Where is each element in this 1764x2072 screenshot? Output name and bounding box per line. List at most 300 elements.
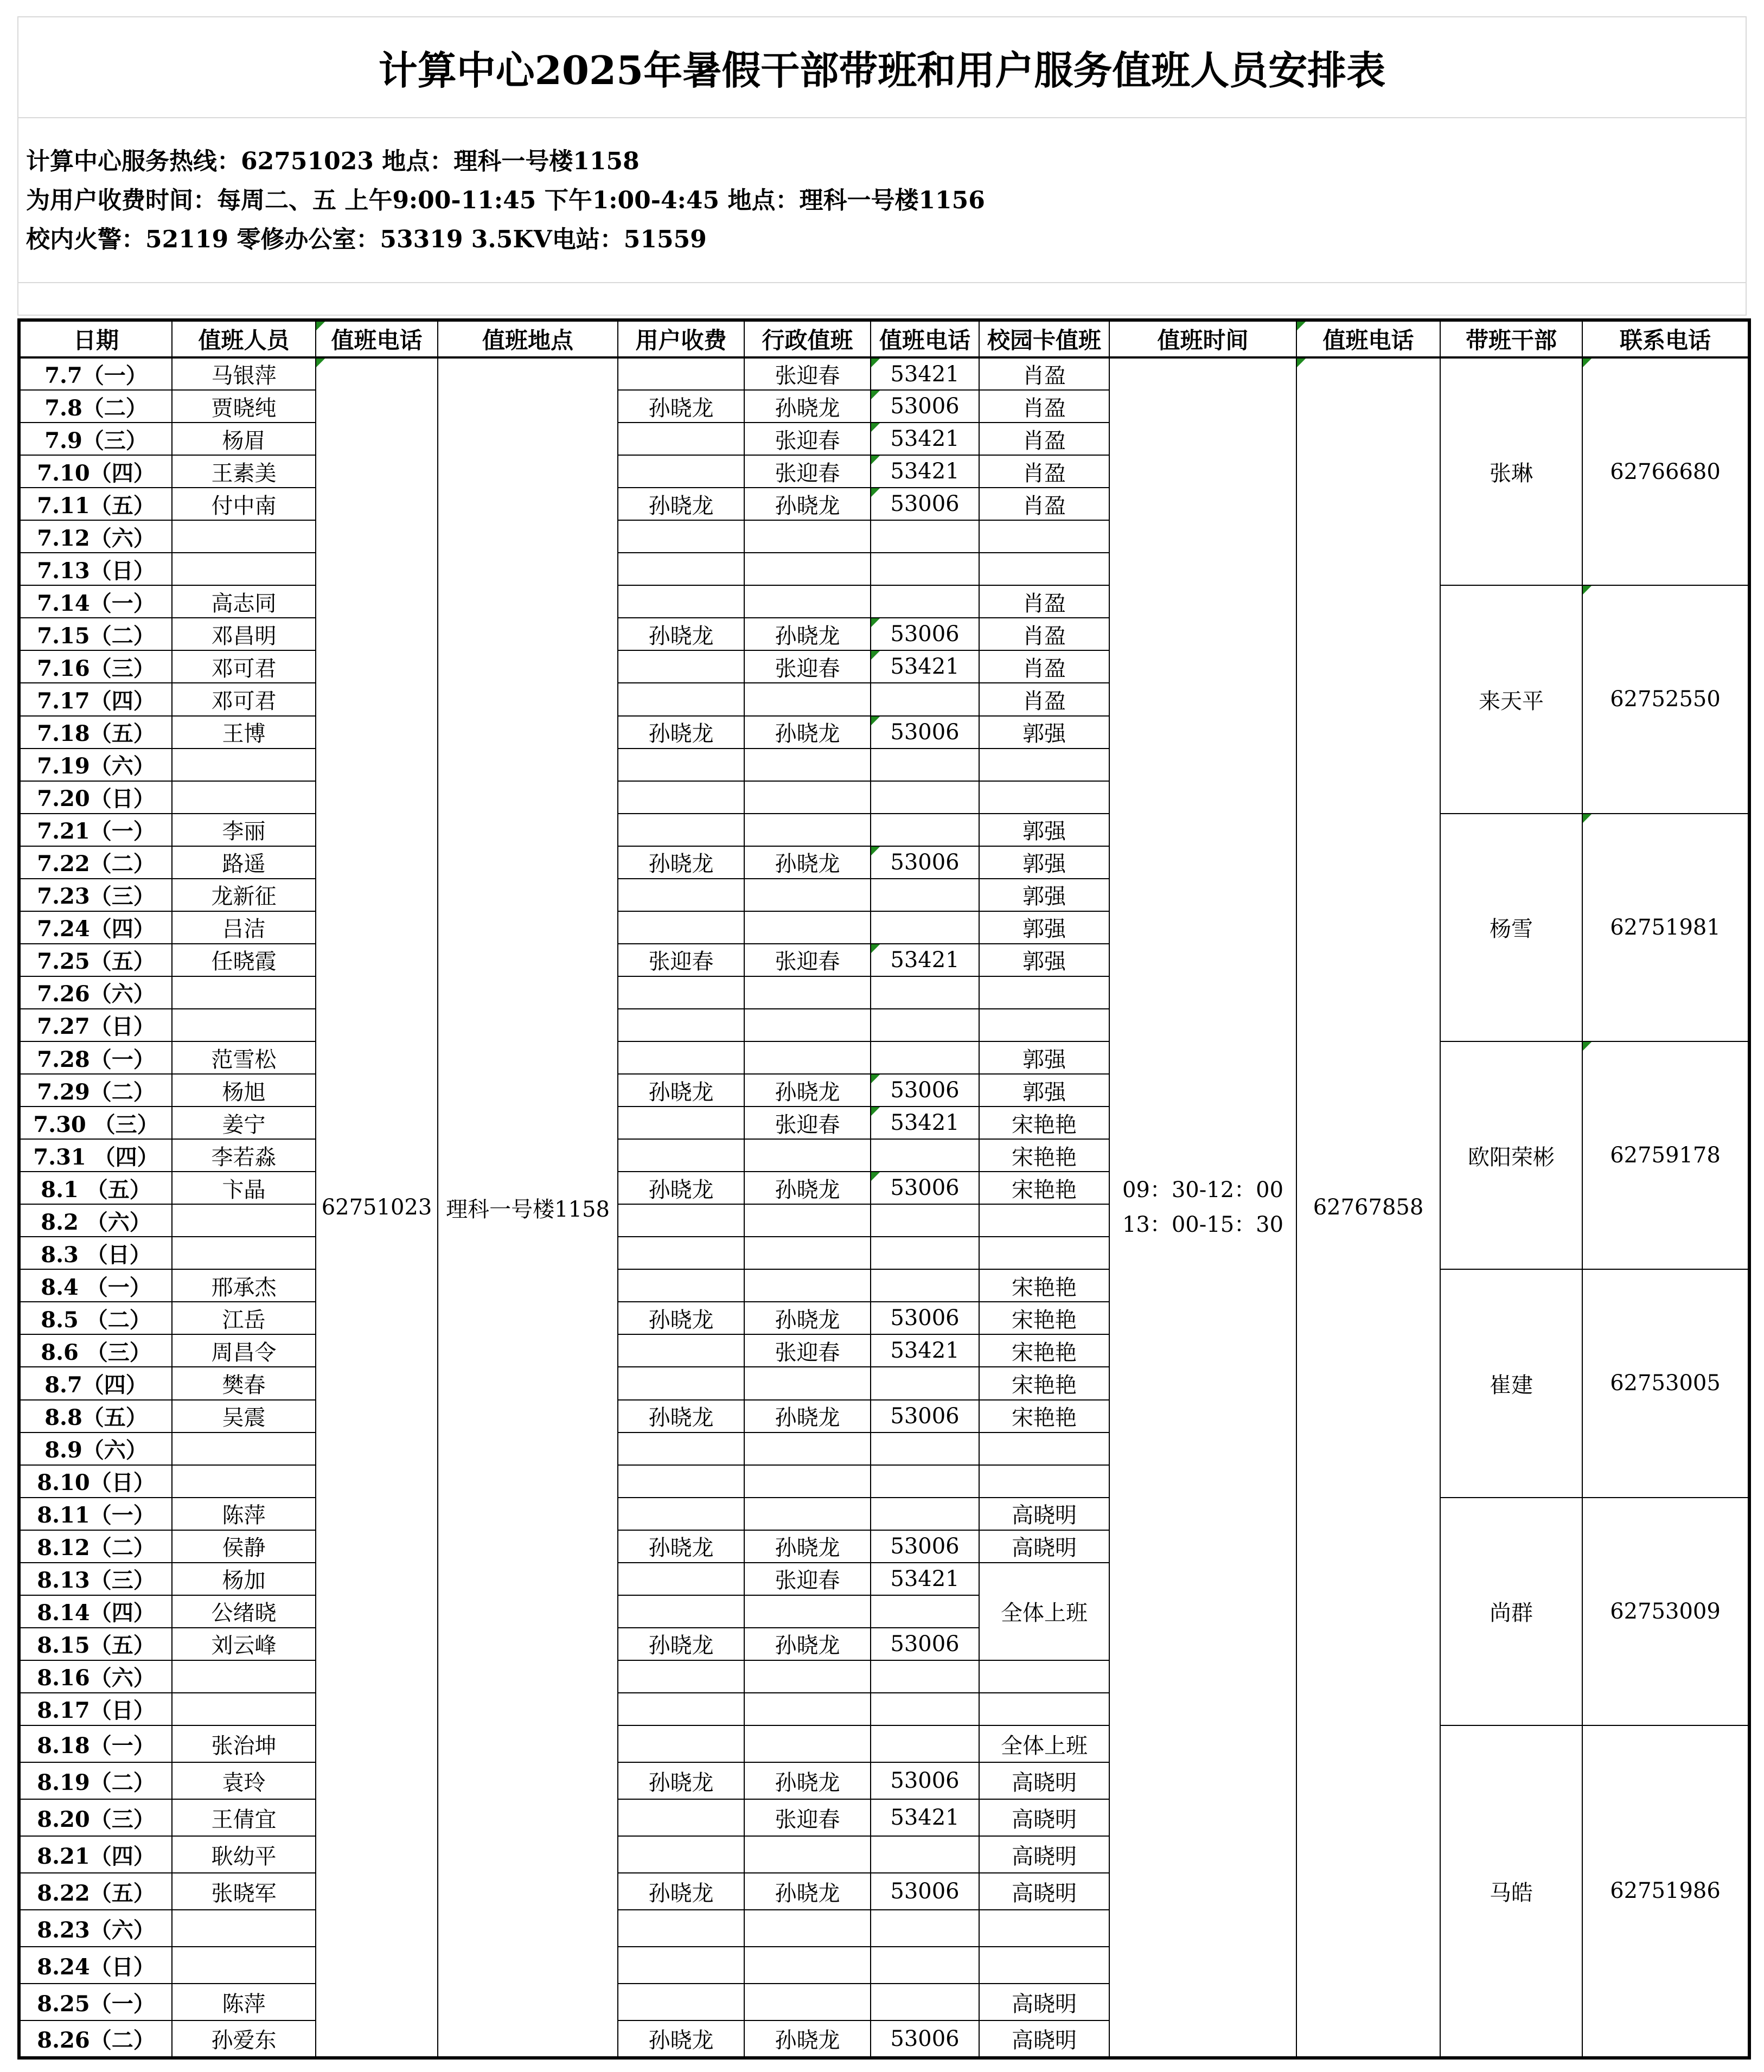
fee-cell	[618, 1269, 744, 1302]
fee-cell	[618, 357, 744, 390]
admin-phone-cell	[871, 585, 979, 618]
admin-phone-cell	[871, 1660, 979, 1693]
admin-duty-cell: 孙晓龙	[744, 1530, 871, 1563]
date-cell: 8.20（三）	[19, 1799, 172, 1836]
fee-cell	[618, 1836, 744, 1873]
card-duty-cell: 全体上班	[979, 1563, 1109, 1660]
date-cell: 8.22（五）	[19, 1873, 172, 1910]
admin-phone-cell: 53421	[871, 1334, 979, 1367]
person-cell: 王素美	[172, 455, 316, 488]
person-cell: 邓可君	[172, 650, 316, 683]
admin-duty-cell	[744, 1725, 871, 1762]
person-cell: 高志同	[172, 585, 316, 618]
card-duty-cell: 肖盈	[979, 357, 1109, 390]
admin-phone-cell	[871, 976, 979, 1009]
date-cell: 8.9（六）	[19, 1433, 172, 1465]
info-block	[17, 118, 1747, 283]
admin-phone-cell: 53421	[871, 944, 979, 976]
admin-phone-cell: 53421	[871, 1107, 979, 1139]
admin-phone-cell: 53006	[871, 2020, 979, 2058]
person-cell: 张治坤	[172, 1725, 316, 1762]
card-duty-cell: 宋艳艳	[979, 1400, 1109, 1433]
card-duty-cell: 郭强	[979, 1041, 1109, 1074]
card-duty-cell: 肖盈	[979, 488, 1109, 520]
admin-duty-cell	[744, 1910, 871, 1947]
date-cell: 7.28（一）	[19, 1041, 172, 1074]
date-cell: 7.24（四）	[19, 911, 172, 944]
person-cell: 贾晓纯	[172, 390, 316, 423]
admin-duty-cell: 张迎春	[744, 1563, 871, 1595]
admin-duty-cell	[744, 585, 871, 618]
fee-cell: 张迎春	[618, 944, 744, 976]
person-cell: 龙新征	[172, 879, 316, 911]
date-cell: 8.17（日）	[19, 1693, 172, 1725]
card-duty-cell	[979, 1693, 1109, 1725]
person-cell: 周昌令	[172, 1334, 316, 1367]
admin-duty-cell: 孙晓龙	[744, 1628, 871, 1660]
fee-cell: 孙晓龙	[618, 1873, 744, 1910]
header-cell: 带班干部	[1440, 320, 1582, 357]
admin-phone-cell: 53006	[871, 846, 979, 879]
admin-phone-cell	[871, 781, 979, 814]
admin-duty-cell	[744, 1693, 871, 1725]
fee-cell	[618, 1984, 744, 2020]
person-cell: 吴震	[172, 1400, 316, 1433]
date-cell: 8.19（二）	[19, 1762, 172, 1799]
date-cell: 8.14（四）	[19, 1595, 172, 1628]
leader-phone-cell: 62751986	[1582, 1725, 1749, 2058]
admin-phone-cell	[871, 1204, 979, 1237]
date-cell: 8.23（六）	[19, 1910, 172, 1947]
person-cell	[172, 1910, 316, 1947]
person-cell: 张晓军	[172, 1873, 316, 1910]
date-cell: 8.26（二）	[19, 2020, 172, 2058]
admin-phone-cell: 53006	[871, 1628, 979, 1660]
leader-phone-cell: 62753005	[1582, 1269, 1749, 1497]
card-duty-cell: 高晓明	[979, 1984, 1109, 2020]
admin-duty-cell	[744, 814, 871, 846]
admin-duty-cell	[744, 1139, 871, 1172]
card-duty-cell: 高晓明	[979, 1836, 1109, 1873]
person-cell: 杨加	[172, 1563, 316, 1595]
table-row	[19, 357, 1749, 390]
card-duty-cell: 肖盈	[979, 618, 1109, 650]
fee-cell	[618, 1595, 744, 1628]
date-cell: 8.24（日）	[19, 1947, 172, 1984]
admin-duty-cell: 孙晓龙	[744, 618, 871, 650]
fee-cell	[618, 1465, 744, 1498]
person-cell	[172, 520, 316, 553]
date-cell: 7.16（三）	[19, 650, 172, 683]
person-cell	[172, 1204, 316, 1237]
admin-duty-cell	[744, 1009, 871, 1041]
page-title: 计算中心2025年暑假干部带班和用户服务值班人员安排表	[17, 16, 1747, 118]
card-duty-cell: 宋艳艳	[979, 1367, 1109, 1399]
date-cell: 8.21（四）	[19, 1836, 172, 1873]
duty-time-pm: 13：00-15：30	[1122, 1212, 1284, 1237]
card-duty-cell: 宋艳艳	[979, 1302, 1109, 1334]
admin-phone-cell: 53006	[871, 1302, 979, 1334]
person-cell: 李若淼	[172, 1139, 316, 1172]
date-cell: 7.30 （三）	[19, 1107, 172, 1139]
fee-cell: 孙晓龙	[618, 1074, 744, 1107]
admin-duty-cell	[744, 1595, 871, 1628]
fee-cell	[618, 1009, 744, 1041]
person-cell: 耿幼平	[172, 1836, 316, 1873]
admin-phone-cell	[871, 911, 979, 944]
admin-duty-cell	[744, 1660, 871, 1693]
date-cell: 7.15（二）	[19, 618, 172, 650]
admin-duty-cell: 张迎春	[744, 357, 871, 390]
card-duty-cell: 肖盈	[979, 650, 1109, 683]
admin-phone-cell: 53006	[871, 1172, 979, 1204]
admin-phone-cell: 53006	[871, 1074, 979, 1107]
admin-phone-cell	[871, 1041, 979, 1074]
leader-name-cell: 欧阳荣彬	[1440, 1041, 1582, 1269]
fee-cell	[618, 553, 744, 585]
fee-cell: 孙晓龙	[618, 1302, 744, 1334]
admin-duty-cell: 孙晓龙	[744, 390, 871, 423]
card-duty-cell: 肖盈	[979, 683, 1109, 715]
header-cell: 值班电话	[871, 320, 979, 357]
admin-phone-cell: 53421	[871, 1799, 979, 1836]
leader-phone-cell: 62752550	[1582, 585, 1749, 813]
person-cell	[172, 976, 316, 1009]
person-cell: 江岳	[172, 1302, 316, 1334]
card-duty-cell: 宋艳艳	[979, 1269, 1109, 1302]
duty-time-am: 09：30-12：00	[1122, 1178, 1284, 1203]
table-row	[19, 1498, 1749, 1530]
admin-phone-cell	[871, 683, 979, 715]
date-cell: 8.2 （六）	[19, 1204, 172, 1237]
date-cell: 8.13（三）	[19, 1563, 172, 1595]
person-cell: 路遥	[172, 846, 316, 879]
admin-phone-cell: 53006	[871, 1530, 979, 1563]
date-cell: 8.8（五）	[19, 1400, 172, 1433]
table-row	[19, 814, 1749, 846]
person-cell: 杨眉	[172, 423, 316, 455]
card-duty-cell: 宋艳艳	[979, 1172, 1109, 1204]
card-duty-cell: 高晓明	[979, 2020, 1109, 2058]
card-duty-cell: 郭强	[979, 911, 1109, 944]
admin-phone-cell	[871, 1237, 979, 1269]
fee-cell: 孙晓龙	[618, 1762, 744, 1799]
header-cell: 值班电话	[1296, 320, 1440, 357]
card-duty-cell: 郭强	[979, 879, 1109, 911]
admin-duty-cell: 张迎春	[744, 1799, 871, 1836]
admin-duty-cell: 张迎春	[744, 423, 871, 455]
person-cell: 范雪松	[172, 1041, 316, 1074]
card-duty-cell	[979, 520, 1109, 553]
admin-duty-cell	[744, 1204, 871, 1237]
spacer-row	[17, 283, 1747, 316]
header-row	[19, 320, 1749, 357]
date-cell: 8.18（一）	[19, 1725, 172, 1762]
admin-phone-cell: 53421	[871, 455, 979, 488]
fee-cell	[618, 650, 744, 683]
admin-phone-cell: 53006	[871, 716, 979, 749]
admin-duty-cell: 张迎春	[744, 455, 871, 488]
leader-phone-cell: 62759178	[1582, 1041, 1749, 1269]
fee-cell	[618, 1660, 744, 1693]
admin-phone-cell: 53006	[871, 1400, 979, 1433]
date-cell: 7.25（五）	[19, 944, 172, 976]
fee-cell	[618, 1334, 744, 1367]
admin-phone-cell	[871, 1009, 979, 1041]
date-cell: 7.8（二）	[19, 390, 172, 423]
card-duty-cell: 郭强	[979, 1074, 1109, 1107]
fee-cell: 孙晓龙	[618, 1530, 744, 1563]
admin-phone-cell	[871, 1465, 979, 1498]
person-cell: 王倩宜	[172, 1799, 316, 1836]
card-duty-cell: 郭强	[979, 814, 1109, 846]
admin-phone-cell	[871, 1498, 979, 1530]
date-cell: 7.10（四）	[19, 455, 172, 488]
card-duty-cell: 高晓明	[979, 1799, 1109, 1836]
fee-cell	[618, 976, 744, 1009]
card-duty-cell: 肖盈	[979, 585, 1109, 618]
fee-cell	[618, 1910, 744, 1947]
admin-phone-cell: 53421	[871, 423, 979, 455]
card-duty-cell	[979, 1237, 1109, 1269]
fee-cell: 孙晓龙	[618, 2020, 744, 2058]
fee-cell: 孙晓龙	[618, 846, 744, 879]
fee-cell: 孙晓龙	[618, 390, 744, 423]
admin-duty-cell	[744, 1237, 871, 1269]
fee-cell	[618, 683, 744, 715]
admin-duty-cell	[744, 520, 871, 553]
date-cell: 7.18（五）	[19, 716, 172, 749]
date-cell: 7.14（一）	[19, 585, 172, 618]
person-cell	[172, 1947, 316, 1984]
fee-cell	[618, 911, 744, 944]
card-duty-cell: 全体上班	[979, 1725, 1109, 1762]
person-cell: 刘云峰	[172, 1628, 316, 1660]
fee-cell	[618, 1433, 744, 1465]
admin-duty-cell: 孙晓龙	[744, 846, 871, 879]
card-duty-cell	[979, 1465, 1109, 1498]
person-cell	[172, 781, 316, 814]
header-cell: 联系电话	[1582, 320, 1749, 357]
date-cell: 7.23（三）	[19, 879, 172, 911]
person-cell: 马银萍	[172, 357, 316, 390]
person-cell: 孙爱东	[172, 2020, 316, 2058]
admin-duty-cell	[744, 1984, 871, 2020]
fee-cell	[618, 1107, 744, 1139]
fee-cell	[618, 749, 744, 781]
person-cell: 卞晶	[172, 1172, 316, 1204]
admin-phone-cell	[871, 879, 979, 911]
admin-duty-cell	[744, 976, 871, 1009]
date-cell: 7.13（日）	[19, 553, 172, 585]
admin-duty-cell	[744, 1836, 871, 1873]
card-duty-cell: 肖盈	[979, 390, 1109, 423]
fee-cell: 孙晓龙	[618, 1628, 744, 1660]
date-cell: 7.21（一）	[19, 814, 172, 846]
card-duty-cell: 高晓明	[979, 1873, 1109, 1910]
person-cell: 付中南	[172, 488, 316, 520]
admin-duty-cell: 孙晓龙	[744, 1302, 871, 1334]
admin-duty-cell: 孙晓龙	[744, 1873, 871, 1910]
header-cell: 日期	[19, 320, 172, 357]
fee-cell	[618, 814, 744, 846]
date-cell: 8.6 （三）	[19, 1334, 172, 1367]
date-cell: 7.31 （四）	[19, 1139, 172, 1172]
date-cell: 8.4 （一）	[19, 1269, 172, 1302]
admin-duty-cell	[744, 781, 871, 814]
leader-phone-cell: 62751981	[1582, 814, 1749, 1041]
card-duty-cell: 肖盈	[979, 423, 1109, 455]
date-cell: 8.7（四）	[19, 1367, 172, 1399]
admin-phone-cell	[871, 553, 979, 585]
person-cell: 樊春	[172, 1367, 316, 1399]
fee-cell	[618, 1237, 744, 1269]
card-duty-cell	[979, 553, 1109, 585]
card-duty-cell	[979, 1204, 1109, 1237]
admin-phone-cell	[871, 1433, 979, 1465]
header-cell: 值班地点	[438, 320, 618, 357]
date-cell: 8.3 （日）	[19, 1237, 172, 1269]
admin-duty-cell: 张迎春	[744, 1107, 871, 1139]
card-duty-cell: 高晓明	[979, 1498, 1109, 1530]
admin-duty-cell	[744, 1269, 871, 1302]
duty-phone2-cell: 62767858	[1296, 357, 1440, 2058]
admin-duty-cell: 孙晓龙	[744, 488, 871, 520]
header-cell: 值班电话	[316, 320, 438, 357]
admin-duty-cell	[744, 911, 871, 944]
fee-cell	[618, 1204, 744, 1237]
table-row	[19, 585, 1749, 618]
card-duty-cell	[979, 976, 1109, 1009]
fee-cell: 孙晓龙	[618, 618, 744, 650]
admin-phone-cell	[871, 1725, 979, 1762]
date-cell: 7.12（六）	[19, 520, 172, 553]
person-cell: 侯静	[172, 1530, 316, 1563]
leader-name-cell: 马皓	[1440, 1725, 1582, 2058]
admin-duty-cell: 孙晓龙	[744, 1074, 871, 1107]
card-duty-cell: 郭强	[979, 846, 1109, 879]
admin-duty-cell	[744, 1367, 871, 1399]
admin-duty-cell: 张迎春	[744, 944, 871, 976]
fee-cell	[618, 1947, 744, 1984]
person-cell	[172, 1237, 316, 1269]
fee-cell: 孙晓龙	[618, 1400, 744, 1433]
date-cell: 8.15（五）	[19, 1628, 172, 1660]
fee-cell	[618, 520, 744, 553]
fee-cell	[618, 1139, 744, 1172]
admin-duty-cell: 张迎春	[744, 650, 871, 683]
date-cell: 8.25（一）	[19, 1984, 172, 2020]
person-cell: 杨旭	[172, 1074, 316, 1107]
leader-name-cell: 尚群	[1440, 1498, 1582, 1725]
card-duty-cell: 郭强	[979, 716, 1109, 749]
person-cell	[172, 749, 316, 781]
fee-cell: 孙晓龙	[618, 1172, 744, 1204]
person-cell: 任晓霞	[172, 944, 316, 976]
fee-cell	[618, 1725, 744, 1762]
fee-cell	[618, 1041, 744, 1074]
card-duty-cell	[979, 1009, 1109, 1041]
person-cell: 陈萍	[172, 1984, 316, 2020]
card-duty-cell: 高晓明	[979, 1762, 1109, 1799]
fee-cell	[618, 781, 744, 814]
fee-cell	[618, 455, 744, 488]
header-cell: 校园卡值班	[979, 320, 1109, 357]
date-cell: 7.27（日）	[19, 1009, 172, 1041]
admin-phone-cell: 53006	[871, 1873, 979, 1910]
admin-duty-cell	[744, 553, 871, 585]
fee-cell	[618, 1799, 744, 1836]
date-cell: 8.1 （五）	[19, 1172, 172, 1204]
person-cell	[172, 553, 316, 585]
admin-phone-cell	[871, 1836, 979, 1873]
fee-cell	[618, 1693, 744, 1725]
admin-phone-cell	[871, 1693, 979, 1725]
admin-duty-cell: 孙晓龙	[744, 1172, 871, 1204]
header-cell: 值班时间	[1109, 320, 1296, 357]
date-cell: 7.19（六）	[19, 749, 172, 781]
leader-phone-cell: 62753009	[1582, 1498, 1749, 1725]
date-cell: 8.10（日）	[19, 1465, 172, 1498]
person-cell	[172, 1433, 316, 1465]
card-duty-cell: 宋艳艳	[979, 1107, 1109, 1139]
admin-phone-cell	[871, 1367, 979, 1399]
leader-phone-cell: 62766680	[1582, 357, 1749, 585]
card-duty-cell	[979, 1910, 1109, 1947]
card-duty-cell	[979, 1947, 1109, 1984]
admin-phone-cell: 53006	[871, 488, 979, 520]
admin-duty-cell	[744, 1465, 871, 1498]
fee-cell	[618, 423, 744, 455]
card-duty-cell: 郭强	[979, 944, 1109, 976]
schedule-table	[17, 318, 1751, 2060]
leader-name-cell: 张琳	[1440, 357, 1582, 585]
fee-cell	[618, 1563, 744, 1595]
person-cell: 陈萍	[172, 1498, 316, 1530]
admin-phone-cell: 53421	[871, 650, 979, 683]
date-cell: 7.17（四）	[19, 683, 172, 715]
leader-name-cell: 崔建	[1440, 1269, 1582, 1497]
admin-phone-cell	[871, 1910, 979, 1947]
card-duty-cell	[979, 781, 1109, 814]
admin-duty-cell: 孙晓龙	[744, 2020, 871, 2058]
table-row	[19, 1041, 1749, 1074]
admin-phone-cell	[871, 1595, 979, 1628]
leader-name-cell: 来天平	[1440, 585, 1582, 813]
admin-phone-cell	[871, 814, 979, 846]
date-cell: 8.16（六）	[19, 1660, 172, 1693]
date-cell: 7.29（二）	[19, 1074, 172, 1107]
admin-phone-cell	[871, 1269, 979, 1302]
fee-cell	[618, 585, 744, 618]
admin-phone-cell	[871, 1139, 979, 1172]
date-cell: 8.5 （二）	[19, 1302, 172, 1334]
admin-duty-cell	[744, 1433, 871, 1465]
card-duty-cell: 宋艳艳	[979, 1139, 1109, 1172]
person-cell: 邢承杰	[172, 1269, 316, 1302]
info-fee-hours: 为用户收费时间：每周二、五 上午9:00-11:45 下午1:00-4:45 地点：理科一号楼1156	[26, 187, 985, 214]
admin-duty-cell	[744, 683, 871, 715]
admin-phone-cell	[871, 1947, 979, 1984]
admin-duty-cell	[744, 1947, 871, 1984]
info-hotline: 计算中心服务热线：62751023 地点：理科一号楼1158	[26, 148, 640, 175]
header-cell: 行政值班	[744, 320, 871, 357]
admin-duty-cell	[744, 879, 871, 911]
leader-name-cell: 杨雪	[1440, 814, 1582, 1041]
date-cell: 7.11（五）	[19, 488, 172, 520]
card-duty-cell: 肖盈	[979, 455, 1109, 488]
card-duty-cell: 宋艳艳	[979, 1334, 1109, 1367]
